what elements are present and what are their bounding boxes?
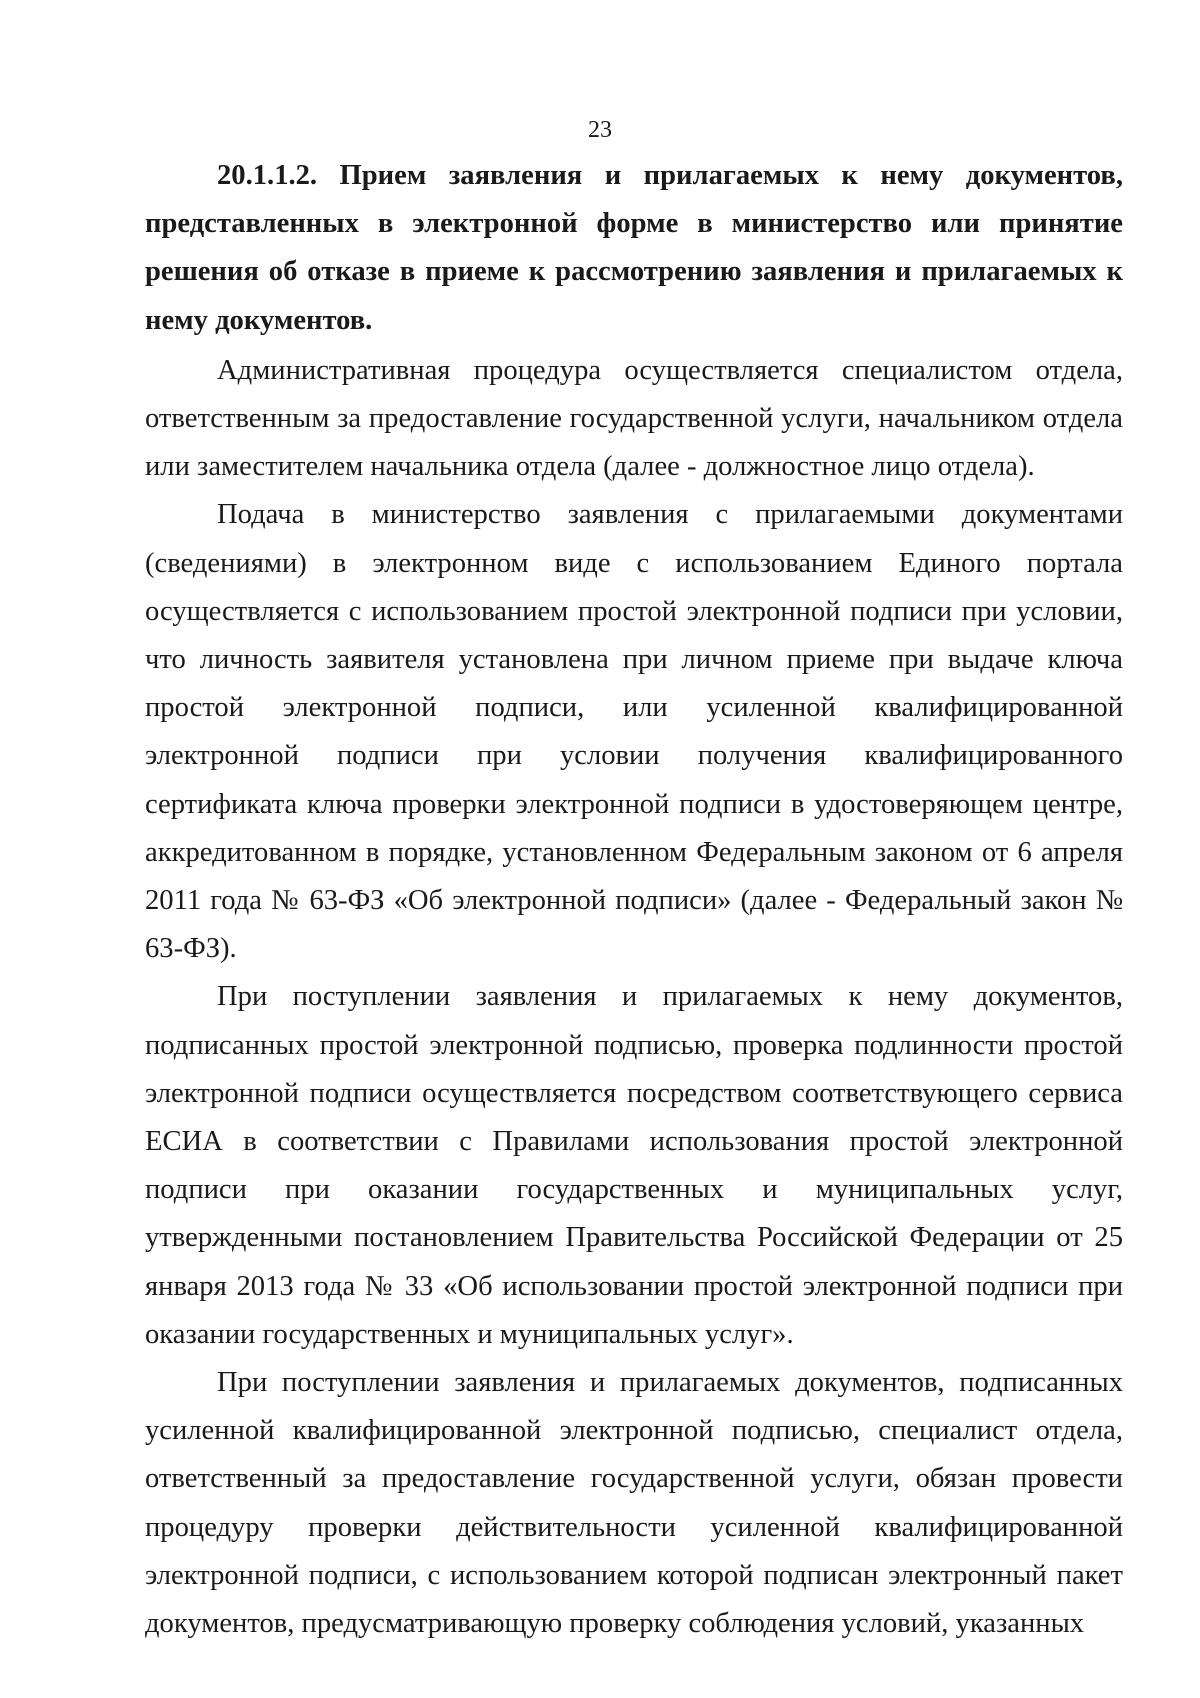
paragraph-simple-signature: При поступлении заявления и прилагаемых к нему документов, подписанных простой электронной подписью, проверка подлинности простой электронной подписи осуществляется посредством соответствующего сервиса ЕСИА в соответствии с Правилами использования простой электронной подписи при оказании государственных и муниципальных услуг, утвержденными постановлением Правительства Российской Федерации от 25 января 2013 года № 33 «Об использовании простой электронной подписи при оказании государственных и муниципальных услуг». [145, 981, 1123, 1350]
document-body [145, 152, 1123, 1648]
page-number: 23 [588, 117, 612, 143]
paragraph-qualified-signature: При поступлении заявления и прилагаемых документов, подписанных усиленной квалифицированной электронной подписью, специалист отдела, ответственный за предоставление государственной услуги, обязан провести процедуру проверки действительности усиленной квалифицированной электронной подписи, с использованием которой подписан электронный пакет документов, предусматривающую проверку соблюдения условий, указанных [145, 1367, 1123, 1640]
paragraph-procedure: Административная процедура осуществляется специалистом отдела, ответственным за предоставление государственной услуги, начальником отдела или заместителем начальника отдела (далее - должностное лицо отдела). [145, 354, 1123, 483]
section-heading: 20.1.1.2. Прием заявления и прилагаемых к нему документов, представленных в электронной форме в министерство или принятие решения об отказе в приеме к рассмотрению заявления и прилагаемых к нему документов. [145, 160, 1123, 336]
paragraph-submission: Подача в министерство заявления с прилагаемыми документами (сведениями) в электронном виде с использованием Единого портала осуществляется с использованием простой электронной подписи при условии, что личность заявителя установлена при личном приеме при выдаче ключа простой электронной подписи, или усиленной квалифицированной электронной подписи при условии получения квалифицированного сертификата ключа проверки электронной подписи в удостоверяющем центре, аккредитованном в порядке, установленном Федеральным законом от 6 апреля 2011 года № 63-ФЗ «Об электронной подписи» (далее - Федеральный закон № 63-ФЗ). [145, 499, 1123, 965]
